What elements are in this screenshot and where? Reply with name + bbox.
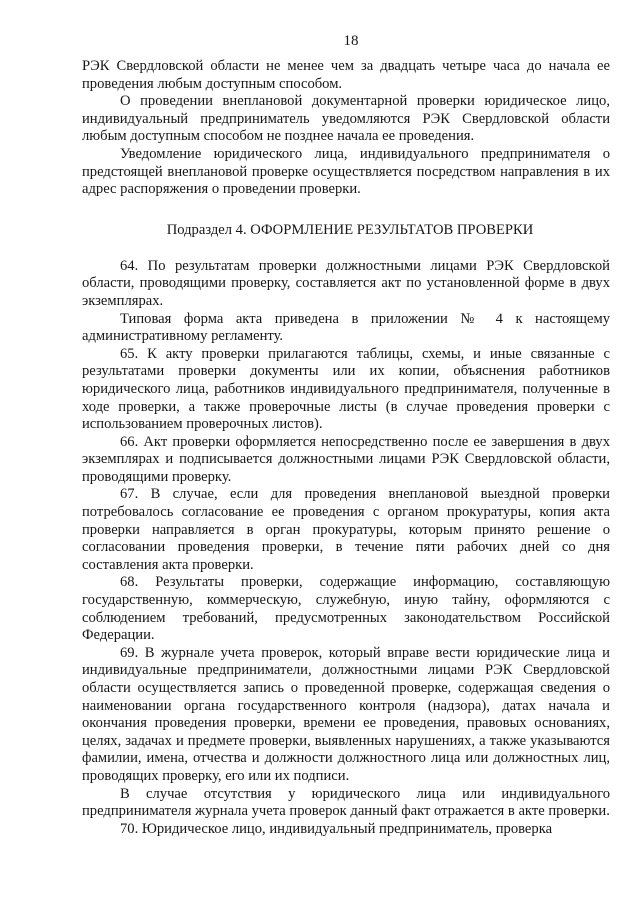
paragraph: Типовая форма акта приведена в приложении № 4 к настоящему административному регламенту. xyxy=(82,310,610,345)
section-text xyxy=(82,258,610,839)
section-heading: Подраздел 4. ОФОРМЛЕНИЕ РЕЗУЛЬТАТОВ ПРОВЕРКИ xyxy=(166,221,534,238)
paragraph-continuation: РЭК Свердловской области не менее чем за двадцать четыре часа до начала ее проведения любым доступным способом. xyxy=(82,58,610,92)
paragraph: Уведомление юридического лица, индивидуального предпринимателя о предстоящей внеплановой проверке осуществляется посредством направления в их адрес распоряжения о проведении проверки. xyxy=(82,145,610,198)
paragraph-68: 68. Результаты проверки, содержащие информацию, составляющую государственную, коммерческую, служебную, иную тайну, оформляются с соблюдением требований, предусмотренных законодательством Российской Федерации. xyxy=(82,574,610,644)
paragraph-64: 64. По результатам проверки должностными лицами РЭК Свердловской области, проводящими проверку, составляется акт по установленной форме в двух экземплярах. xyxy=(82,257,610,309)
intro-text xyxy=(82,58,610,199)
paragraph-65: 65. К акту проверки прилагаются таблицы, схемы, и иные связанные с результатами проверки документы или их копии, объяснения работников юридического лица, работников индивидуального предпринимателя, полученные в ходе проверки, а также проверочные листы (в случае проведения проверки с использованием проверочных листов). xyxy=(82,345,610,433)
page-number: 18 xyxy=(343,33,359,49)
paragraph-67: 67. В случае, если для проведения внеплановой выездной проверки потребовалось согласование ее проведения с органом прокуратуры, копия акта проверки направляется в орган прокуратуры, которым принято решение о согласовании проведения проверки, в течение пяти рабочих дней со дня составления акта проверки. xyxy=(82,486,610,573)
paragraph: В случае отсутствия у юридического лица или индивидуального предпринимателя журнала учета проверок данный факт отражается в акте проверки. xyxy=(82,785,610,820)
paragraph-70: 70. Юридическое лицо, индивидуальный предприниматель, проверка xyxy=(120,820,553,837)
paragraph-69: 69. В журнале учета проверок, который вправе вести юридические лица и индивидуальные предприниматели, должностными лицами РЭК Свердловской области осуществляется запись о проведенной проверке, содержащая сведения о наименовании органа государственного контроля (надзора), датах начала и окончания проведения проверки, времени ее проведения, правовых основаниях, целях, задачах и предмете проверки, выявленных нарушениях, а также указываются фамилии, имена, отчества и должности должностного лица или должностных лиц, проводящих проверку, его или их подписи. xyxy=(82,644,610,784)
paragraph: О проведении внеплановой документарной проверки юридическое лицо, индивидуальный предприниматель уведомляются РЭК Свердловской области любым доступным способом не позднее начала ее проведения. xyxy=(82,93,610,145)
paragraph-66: 66. Акт проверки оформляется непосредственно после ее завершения в двух экземплярах и подписывается должностными лицами РЭК Свердловской области, проводящими проверку. xyxy=(82,433,610,485)
